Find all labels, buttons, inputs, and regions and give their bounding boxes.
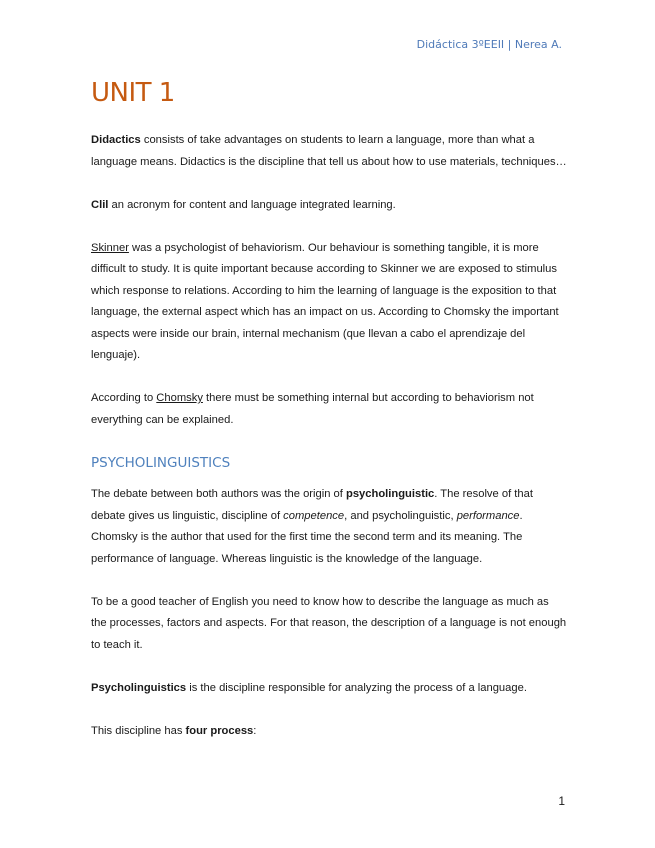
page-number: 1 [558, 794, 565, 808]
paragraph-psycholinguistics-definition: Psycholinguistics is the discipline responsible for analyzing the process of a language. [91, 681, 527, 694]
term-skinner: Skinner [91, 241, 129, 254]
term-didactics: Didactics [91, 134, 141, 146]
term-performance: performance [456, 509, 520, 522]
term-chomsky: Chomsky [156, 392, 203, 404]
paragraph-four-process: This discipline has four process: [91, 724, 257, 737]
term-psycholinguistics: Psycholinguistics [91, 681, 187, 694]
document-body [91, 130, 567, 764]
unit-title: UNIT 1 [91, 78, 175, 108]
paragraph-skinner: Skinner was a psychologist of behaviorism. Our behaviour is something tangible, it is more difficult to study. It is quite important because according to Skinner we are exposed to stimulus which response to relations. According to him the learning of language is the exposition to that language, the external aspect which has an impact on us. According to Chomsky the important aspects were inside our brain, internal mechanism (que llevan a cabo el aprendizaje del lenguaje). [91, 241, 559, 361]
paragraph-chomsky: According to Chomsky there must be something internal but according to behaviorism not everything can be explained. [91, 392, 534, 426]
paragraph-debate: The debate between both authors was the origin of psycholinguistic. The resolve of that debate gives us linguistic, discipline of competence, and psycholinguistic, performance. Chomsky is the author that used for the first time the second term and its meaning. The performance of language. Whereas linguistic is the knowledge of the language. [91, 488, 533, 565]
term-psycholinguistic: psycholinguistic [346, 488, 435, 500]
term-competence: competence [283, 509, 345, 522]
paragraph-didactics: Didactics consists of take advantages on students to learn a language, more than what a language means. Didactics is the discipline that tell us about how to use materials, techniques… [91, 134, 567, 168]
paragraph-teacher: To be a good teacher of English you need to know how to describe the language as much as the processes, factors and aspects. For that reason, the description of a language is not enough to teach it. [91, 595, 567, 651]
section-title-psycholinguistics: PSYCHOLINGUISTICS [91, 454, 231, 471]
page-header: Didáctica 3ºEEII | Nerea A. [416, 38, 562, 51]
paragraph-clil: Clil an acronym for content and language integrated learning. [91, 198, 396, 211]
term-four-process: four process [185, 724, 254, 737]
term-clil: Clil [91, 198, 109, 211]
